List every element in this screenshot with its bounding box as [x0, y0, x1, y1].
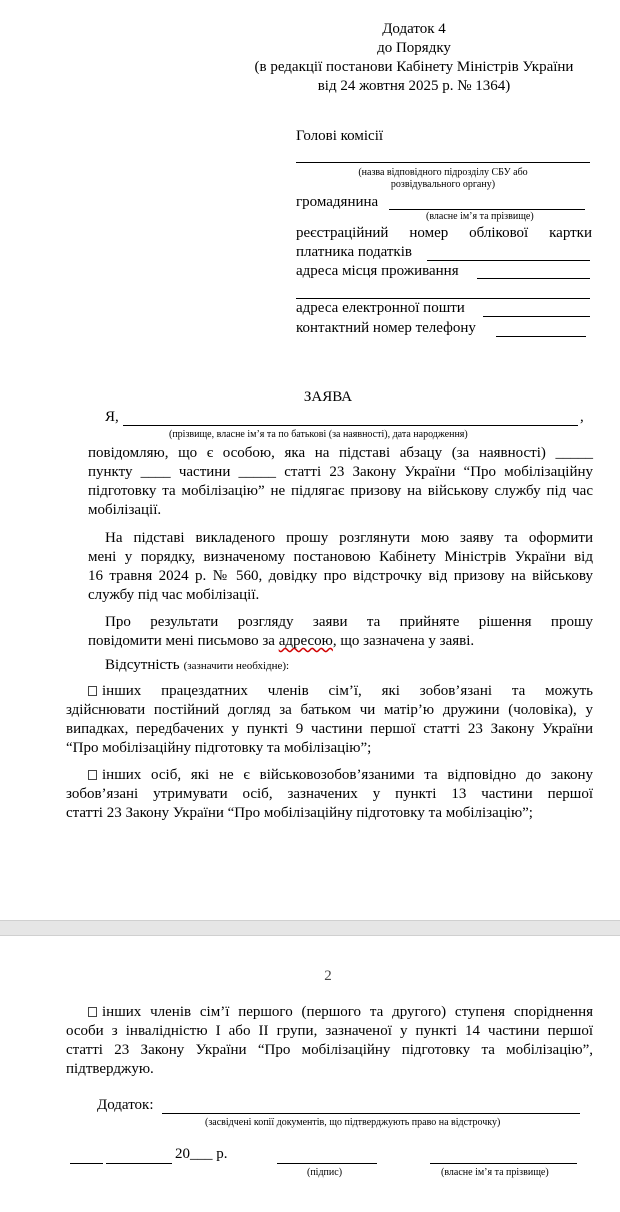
header-line-2: до Порядку — [377, 40, 451, 56]
paragraph-statement-line: підготовку та мобілізацію” не підлягає призову на військову службу під час — [88, 483, 593, 499]
tax-number-field[interactable] — [427, 260, 590, 261]
checkbox-icon[interactable] — [88, 686, 97, 696]
option-caregiver-line: “Про мобілізаційну підготовку та мобілізацію”; — [66, 740, 372, 756]
paragraph-request-line: мені у порядку, визначеному постановою Кабінету Міністрів України від — [88, 549, 593, 565]
option-dependents-line: статті 23 Закону України “Про мобілізаційну підготовку та мобілізацію”; — [66, 805, 533, 821]
unit-name-field[interactable] — [296, 162, 590, 163]
p3-text-a: повідомити мені письмово за — [88, 633, 279, 649]
option-caregiver-line: випадках, передбачених у пункті 9 частини першої статті 23 Закону України — [66, 721, 593, 737]
absence-row — [105, 656, 289, 674]
addressee-to: Голові комісії — [296, 128, 384, 144]
signature-hint: (підпис) — [307, 1167, 343, 1178]
paragraph-request-line: На підставі викладеного прошу розглянути мою заяву та оформити — [105, 530, 593, 546]
option-disabled-relative-line: особи з інвалідністю I або II групи, зазначеної у пункті 14 частини першої — [66, 1023, 593, 1039]
header-line-4: від 24 жовтня 2025 р. № 1364) — [317, 78, 511, 94]
paragraph-statement-line: повідомляю, що є особою, яка на підставі абзацу (за наявності) _____ — [88, 445, 593, 461]
spellcheck-word: адресою — [278, 633, 333, 649]
signature-field[interactable] — [277, 1163, 377, 1164]
checkbox-icon[interactable] — [88, 1007, 97, 1017]
option-caregiver-text: інших працездатних членів сім’ї, які зобов’язані та можуть — [102, 683, 593, 699]
option-caregiver-line — [88, 682, 593, 701]
tax-label-line-1 — [296, 224, 592, 243]
header-block — [236, 20, 592, 96]
citizen-name-field[interactable] — [389, 209, 585, 210]
paragraph-notification — [88, 613, 593, 651]
paragraph-request-line: службу під час мобілізації. — [88, 587, 260, 603]
option-disabled-relative-line: підтверджую. — [66, 1061, 154, 1077]
paragraph-notification-line — [88, 632, 593, 651]
signer-name-hint: (власне ім’я та прізвище) — [441, 1167, 549, 1178]
citizen-hint: (власне ім’я та прізвище) — [426, 211, 534, 222]
i-suffix: , — [580, 409, 584, 425]
header-line-1: Додаток 4 — [382, 21, 446, 37]
absence-label: Відсутність — [105, 657, 180, 673]
citizen-label: громадянина — [296, 194, 379, 210]
email-label: адреса електронної пошти — [296, 300, 465, 316]
option-dependents — [66, 766, 593, 823]
paragraph-request — [88, 529, 593, 605]
address-field[interactable] — [477, 278, 590, 279]
paragraph-statement-line: пункту ____ частини _____ статті 23 Закону України “Про мобілізаційну — [88, 464, 593, 480]
unit-hint-line-2: розвідувального органу) — [390, 179, 496, 190]
address-label: адреса місця проживання — [296, 263, 459, 279]
option-disabled-relative-line — [88, 1003, 593, 1022]
document-page-2 — [0, 936, 620, 1212]
page-number: 2 — [324, 968, 332, 984]
document-title: ЗАЯВА — [303, 389, 353, 405]
p3-text-c: , що зазначена у заяві. — [332, 633, 475, 649]
header-line-3: (в редакції постанови Кабінету Міністрів України — [254, 59, 574, 75]
unit-hint — [296, 167, 590, 191]
tax-label-text: реєстраційний номер облікової картки — [296, 225, 592, 241]
unit-hint-line-1: (назва відповідного підрозділу СБУ або — [358, 167, 528, 178]
applicant-identity-field[interactable] — [123, 425, 578, 426]
date-year-text: 20___ р. — [175, 1146, 228, 1162]
address-field-line-2[interactable] — [296, 298, 590, 299]
phone-label: контактний номер телефону — [296, 320, 476, 336]
absence-hint: (зазначити необхідне): — [183, 660, 290, 672]
option-dependents-line — [88, 766, 593, 785]
checkbox-icon[interactable] — [88, 770, 97, 780]
email-field[interactable] — [483, 316, 590, 317]
option-disabled-relative — [66, 1003, 593, 1079]
identity-hint: (прізвище, власне ім’я та по батькові (за наявності), дата народження) — [169, 429, 468, 440]
phone-field[interactable] — [496, 336, 586, 337]
date-month-field[interactable] — [106, 1163, 172, 1164]
option-caregiver-line: здійснювати постійний догляд за батьком чи матір’ю дружини (чоловіка), у — [66, 702, 593, 718]
date-day-field[interactable] — [70, 1163, 103, 1164]
paragraph-statement — [88, 444, 593, 520]
paragraph-notification-line: Про результати розгляду заяви та прийняте рішення прошу — [105, 614, 593, 630]
option-caregiver — [66, 682, 593, 758]
option-dependents-line: зобов’язані утримувати осіб, зазначених у пункті 13 частини першої — [66, 786, 593, 802]
option-disabled-relative-text: інших членів сім’ї першого (першого та другого) ступеня споріднення — [102, 1004, 593, 1020]
attachment-field[interactable] — [162, 1113, 580, 1114]
tax-label-line-2: платника податків — [296, 244, 412, 260]
attachment-label: Додаток: — [97, 1097, 154, 1113]
option-disabled-relative-line: статті 23 Закону України “Про мобілізаційну підготовку та мобілізацію”, — [66, 1042, 593, 1058]
paragraph-statement-line: мобілізації. — [88, 502, 162, 518]
option-dependents-text: інших осіб, які не є військовозобов’язаними та відповідно до закону — [102, 767, 593, 783]
i-prefix: Я, — [105, 409, 119, 425]
attachment-hint: (засвідчені копії документів, що підтверджують право на відстрочку) — [205, 1117, 501, 1128]
signer-name-field[interactable] — [430, 1163, 577, 1164]
page-separator — [0, 920, 620, 936]
paragraph-request-line: 16 травня 2024 р. № 560, довідку про відстрочку від призову на військову — [88, 568, 593, 584]
